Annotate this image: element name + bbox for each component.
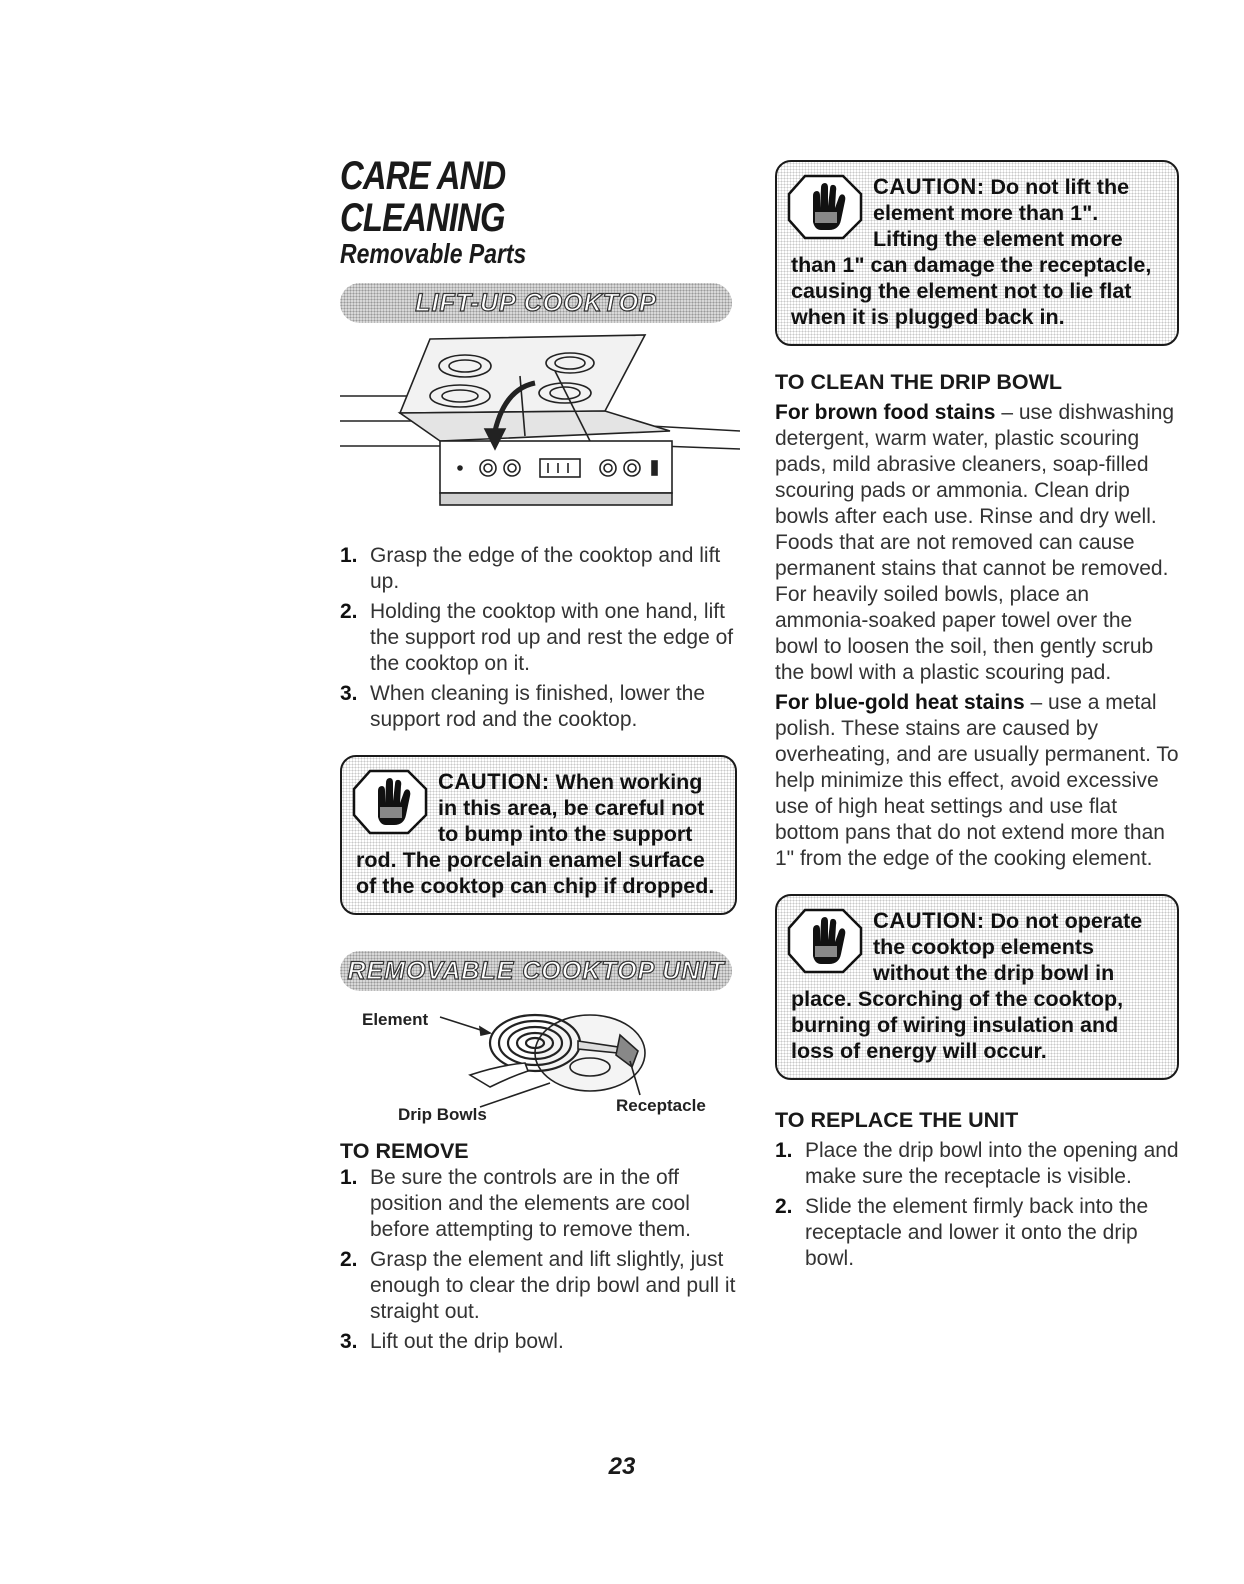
brown-stains-label: For brown food stains (775, 401, 996, 424)
page-subtitle: Removable Parts (340, 238, 527, 269)
replace-unit-steps (775, 1138, 1180, 1272)
lift-up-cooktop-illustration (340, 331, 740, 541)
caution-word: CAUTION: (873, 908, 985, 933)
stop-hand-icon (785, 904, 867, 976)
page-title: CARE AND CLEANING (340, 154, 506, 240)
list-item: 1. Place the drip bowl into the opening and make sure the receptacle is visible. (775, 1139, 1179, 1188)
caution-word: CAUTION: (873, 174, 985, 199)
brown-stains-text: – use dishwashing detergent, warm water, plastic scouring pads, mild abrasive cleaners, soap-filled scouring pads or ammonia. Clean drip bowls after each use. Rinse and dry well. Foods that are not removed can cause permanent stains that cannot be removed. For heavily soiled bowls, place an ammonia-soaked paper towel over the bowl to loosen the soil, then gently scrub the bowl with a plastic scouring pad. (775, 401, 1175, 684)
list-item: 1. Grasp the edge of the cooktop and lift up. (340, 544, 721, 593)
caution-word: CAUTION: (438, 769, 550, 794)
caution-text: When working in this area, be careful not to bump into the support rod. The porcelain enamel surface of the cooktop can chip if dropped. (356, 770, 715, 898)
list-item: 3. When cleaning is finished, lower the support rod and the cooktop. (340, 682, 706, 731)
removable-cooktop-unit-banner (340, 951, 732, 991)
list-item: 3. Lift out the drip bowl. (340, 1330, 564, 1353)
blue-gold-stains-label: For blue-gold heat stains (775, 691, 1025, 714)
list-item: 2. Grasp the element and lift slightly, just enough to clear the drip bowl and pull it straight out. (340, 1248, 736, 1323)
replace-unit-heading: TO REPLACE THE UNIT (775, 1108, 1019, 1132)
page-number: 23 (608, 1453, 636, 1480)
caution-box-lift-element (775, 160, 1179, 346)
stop-hand-icon (350, 765, 432, 837)
label-receptacle: Receptacle (616, 1096, 706, 1115)
to-remove-steps (340, 1165, 740, 1355)
list-item: 2. Holding the cooktop with one hand, lift the support rod up and rest the edge of the cooktop on it. (340, 600, 734, 675)
to-remove-heading: TO REMOVE (340, 1139, 469, 1163)
blue-gold-stains-paragraph (775, 690, 1180, 872)
banner-label: LIFT-UP COOKTOP (415, 288, 657, 317)
brown-stains-paragraph (775, 400, 1180, 686)
stop-hand-icon (785, 170, 867, 242)
blue-gold-stains-text: – use a metal polish. These stains are caused by overheating, and are usually permanent. To help minimize this effect, avoid excessive use of high heat settings and use flat bottom pans that do not extend more than 1" from the edge of the cooking element. (775, 691, 1179, 870)
banner-label: REMOVABLE COOKTOP UNIT (347, 956, 725, 985)
caution-text: Do not lift the element more than 1". Lifting the element more than 1" can damage the receptacle, causing the element not to lie flat when it is plugged back in. (791, 175, 1152, 329)
label-drip-bowls: Drip Bowls (398, 1105, 487, 1124)
label-element: Element (362, 1010, 429, 1029)
list-item: 1. Be sure the controls are in the off position and the elements are cool before attempting to remove them. (340, 1166, 691, 1241)
element-drip-bowl-illustration (340, 995, 740, 1135)
lift-up-cooktop-banner (340, 283, 732, 323)
caution-text: Do not operate the cooktop elements without the drip bowl in place. Scorching of the cooktop, burning of wiring insulation and loss of energy will occur. (791, 909, 1143, 1063)
lift-up-steps (340, 543, 740, 733)
caution-box-support-rod (340, 755, 737, 915)
list-item: 2. Slide the element firmly back into the receptacle and lower it onto the drip bowl. (775, 1195, 1149, 1270)
right-column (775, 160, 1180, 1276)
left-column (340, 155, 740, 1359)
clean-drip-bowl-heading: TO CLEAN THE DRIP BOWL (775, 370, 1063, 394)
caution-box-drip-bowl (775, 894, 1179, 1080)
